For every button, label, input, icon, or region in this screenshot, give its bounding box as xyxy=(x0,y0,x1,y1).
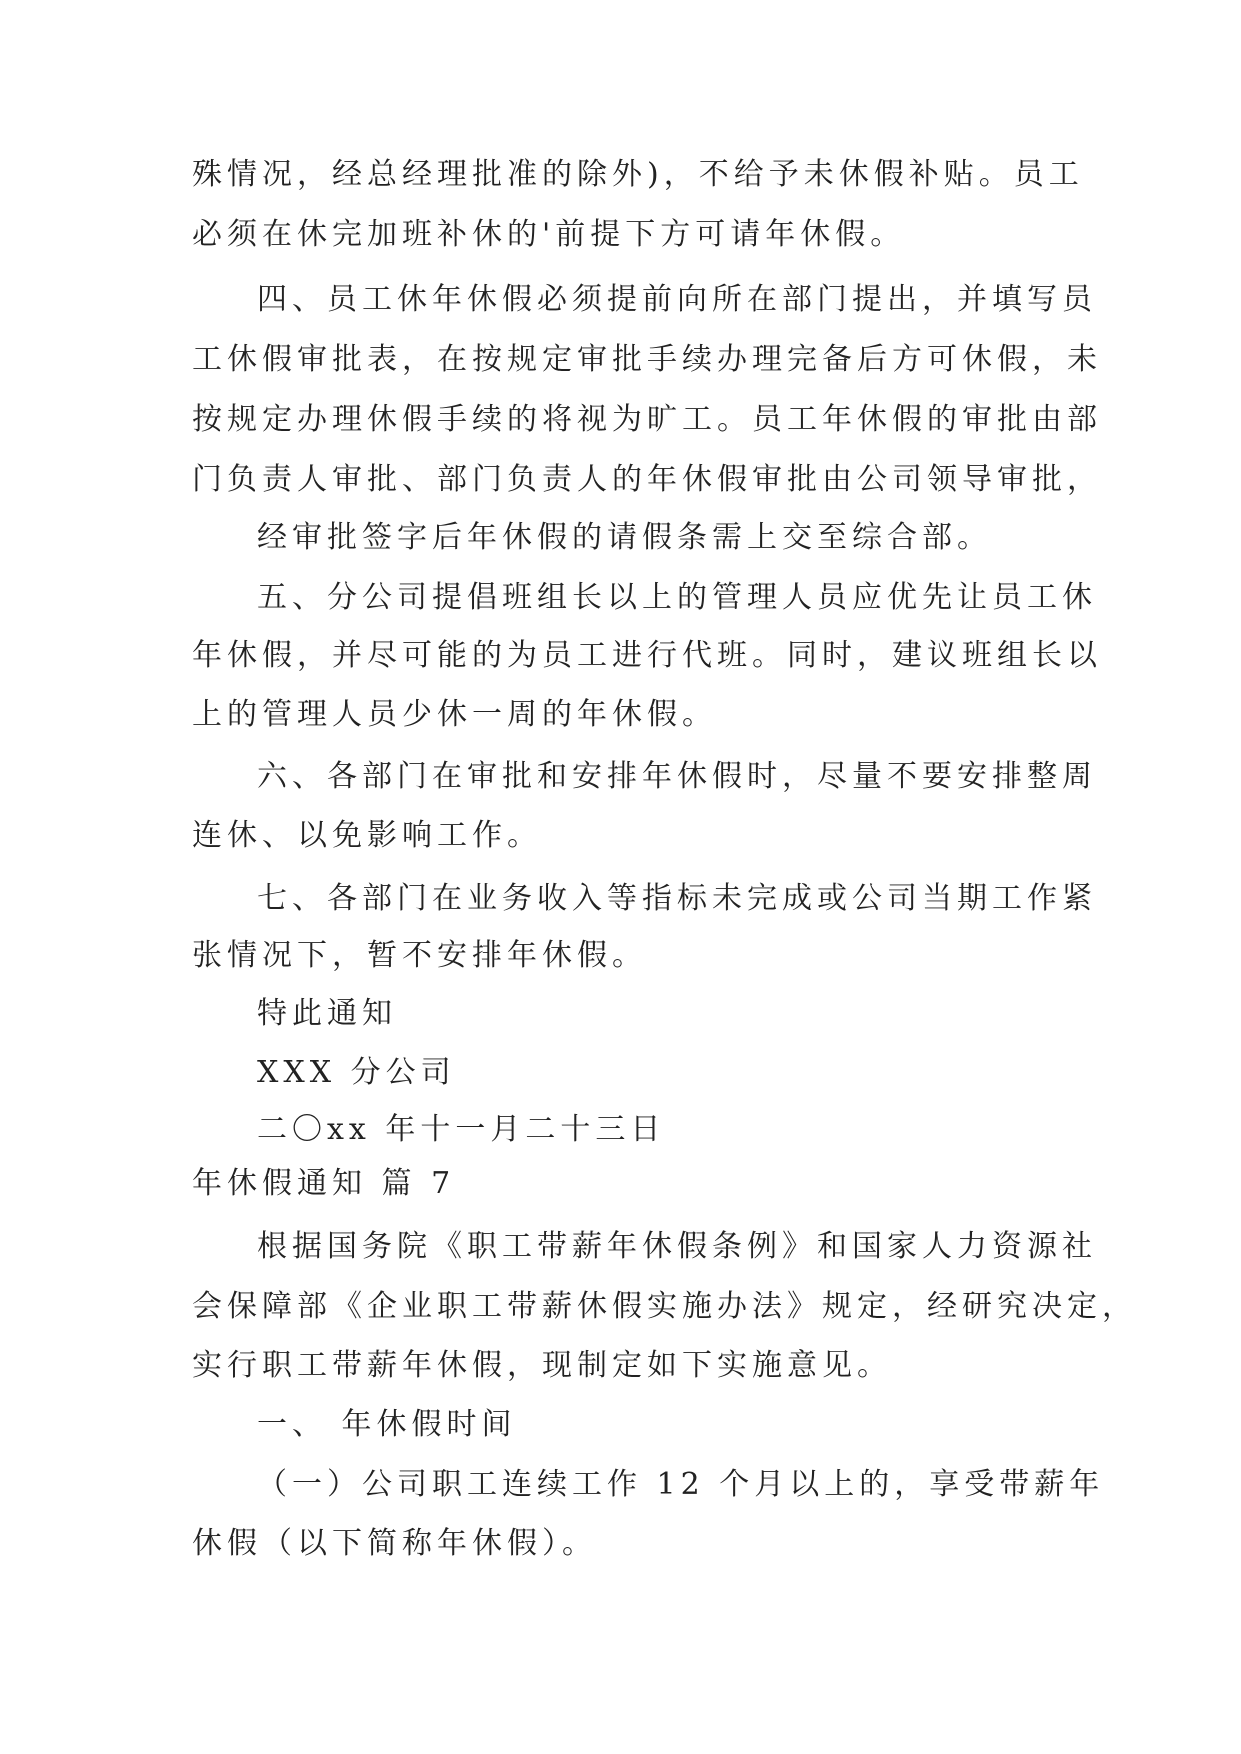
text-line-8: 五、分公司提倡班组长以上的管理人员应优先让员工休 xyxy=(257,580,1097,615)
text-line-17: 二〇xx 年十一月二十三日 xyxy=(257,1112,666,1147)
text-line-9: 年休假，并尽可能的为员工进行代班。同时，建议班组长以 xyxy=(192,638,1102,673)
text-line-14: 张情况下，暂不安排年休假。 xyxy=(192,938,647,973)
section-heading: 年休假通知 篇 7 xyxy=(192,1166,456,1201)
text-line-22: 一、 年休假时间 xyxy=(257,1407,517,1442)
text-line-15: 特此通知 xyxy=(257,996,397,1031)
text-line-13: 七、各部门在业务收入等指标未完成或公司当期工作紧 xyxy=(257,881,1097,916)
text-line-21: 实行职工带薪年休假，现制定如下实施意见。 xyxy=(192,1348,892,1383)
text-line-6: 门负责人审批、部门负责人的年休假审批由公司领导审批， xyxy=(192,462,1102,497)
text-line-16: XXX 分公司 xyxy=(257,1055,456,1090)
text-line-12: 连休、以免影响工作。 xyxy=(192,818,542,853)
text-line-10: 上的管理人员少休一周的年休假。 xyxy=(192,697,717,732)
text-line-2: 必须在休完加班补休的'前提下方可请年休假。 xyxy=(192,217,906,252)
text-line-19: 根据国务院《职工带薪年休假条例》和国家人力资源社 xyxy=(257,1229,1097,1264)
text-line-3: 四、员工休年休假必须提前向所在部门提出，并填写员 xyxy=(257,282,1097,317)
text-line-7: 经审批签字后年休假的请假条需上交至综合部。 xyxy=(257,520,992,555)
text-line-5: 按规定办理休假手续的将视为旷工。员工年休假的审批由部 xyxy=(192,402,1102,437)
text-line-11: 六、各部门在审批和安排年休假时，尽量不要安排整周 xyxy=(257,759,1097,794)
text-line-23: （一）公司职工连续工作 12 个月以上的，享受带薪年 xyxy=(257,1467,1105,1502)
text-line-24: 休假（以下简称年休假）。 xyxy=(192,1526,597,1561)
text-line-4: 工休假审批表，在按规定审批手续办理完备后方可休假，未 xyxy=(192,342,1102,377)
text-line-20: 会保障部《企业职工带薪休假实施办法》规定，经研究决定， xyxy=(192,1289,1137,1324)
text-line-1: 殊情况，经总经理批准的除外)，不给予未休假补贴。员工 xyxy=(192,157,1084,192)
